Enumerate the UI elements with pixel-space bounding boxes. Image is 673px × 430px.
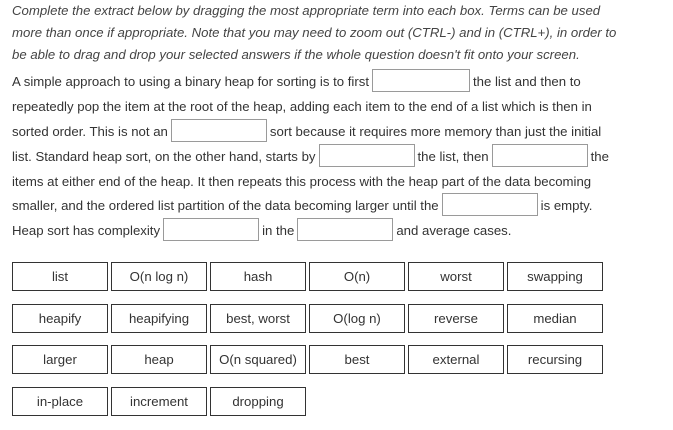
passage-line <box>12 70 667 95</box>
word-bank-row <box>12 262 606 291</box>
drop-box-1[interactable] <box>372 69 470 92</box>
drop-box-4[interactable] <box>492 144 588 167</box>
word-bank-row <box>12 387 606 416</box>
draggable-term[interactable]: best, worst <box>210 304 306 333</box>
instructions <box>12 0 664 66</box>
passage-text: items at either end of the heap. It then repeats this process with the heap part of the data becoming <box>12 173 592 189</box>
word-bank-row <box>12 345 606 374</box>
passage-line <box>12 170 667 195</box>
draggable-term[interactable]: in-place <box>12 387 108 416</box>
passage-text: Heap sort has complexity <box>12 223 161 239</box>
drop-box-6[interactable] <box>163 218 259 241</box>
draggable-term[interactable]: O(n log n) <box>111 262 207 291</box>
draggable-term[interactable]: recursing <box>507 345 603 374</box>
passage-line <box>12 145 667 170</box>
passage-line <box>12 120 667 145</box>
draggable-term[interactable]: larger <box>12 345 108 374</box>
draggable-term[interactable]: O(log n) <box>309 304 405 333</box>
draggable-term[interactable]: increment <box>111 387 207 416</box>
word-bank <box>12 262 606 428</box>
passage-text: repeatedly pop the item at the root of the heap, adding each item to the end of a list which is then in <box>12 98 592 114</box>
passage-text: list. Standard heap sort, on the other hand, starts by <box>12 148 316 164</box>
passage-text: the list, then <box>417 148 489 164</box>
drop-box-7[interactable] <box>297 218 393 241</box>
passage-text: and average cases. <box>396 223 512 239</box>
passage-text: in the <box>262 223 295 239</box>
draggable-term[interactable]: external <box>408 345 504 374</box>
instructions-line: be able to drag and drop your selected answers if the whole question doesn't fit onto your screen. <box>12 47 580 62</box>
draggable-term[interactable]: O(n) <box>309 262 405 291</box>
passage-text: the <box>590 148 609 164</box>
drop-box-3[interactable] <box>319 144 415 167</box>
drop-box-5[interactable] <box>442 193 538 216</box>
draggable-term[interactable]: reverse <box>408 304 504 333</box>
word-bank-row <box>12 304 606 333</box>
passage-line <box>12 95 667 120</box>
passage-text: A simple approach to using a binary heap for sorting is to first <box>12 74 369 89</box>
instructions-line: Complete the extract below by dragging the most appropriate term into each box. Terms can be used <box>12 3 601 18</box>
draggable-term[interactable]: heap <box>111 345 207 374</box>
passage-text: smaller, and the ordered list partition of the data becoming larger until the <box>12 198 439 214</box>
draggable-term[interactable]: O(n squared) <box>210 345 306 374</box>
passage-text: the list and then to <box>472 74 581 89</box>
passage-text: sorted order. This is not an <box>12 123 168 139</box>
draggable-term[interactable]: heapifying <box>111 304 207 333</box>
draggable-term[interactable]: list <box>12 262 108 291</box>
draggable-term[interactable]: worst <box>408 262 504 291</box>
passage-text: sort because it requires more memory than just the initial <box>269 123 602 139</box>
passage-text: is empty. <box>540 198 593 214</box>
draggable-term[interactable]: dropping <box>210 387 306 416</box>
passage <box>12 70 667 244</box>
draggable-term[interactable]: best <box>309 345 405 374</box>
passage-line <box>12 219 667 244</box>
draggable-term[interactable]: hash <box>210 262 306 291</box>
passage-line <box>12 194 667 219</box>
instructions-line: more than once if appropriate. Note that you may need to zoom out (CTRL-) and in (CTRL+), in order to <box>12 25 617 40</box>
drop-box-2[interactable] <box>171 119 267 142</box>
draggable-term[interactable]: median <box>507 304 603 333</box>
draggable-term[interactable]: swapping <box>507 262 603 291</box>
draggable-term[interactable]: heapify <box>12 304 108 333</box>
